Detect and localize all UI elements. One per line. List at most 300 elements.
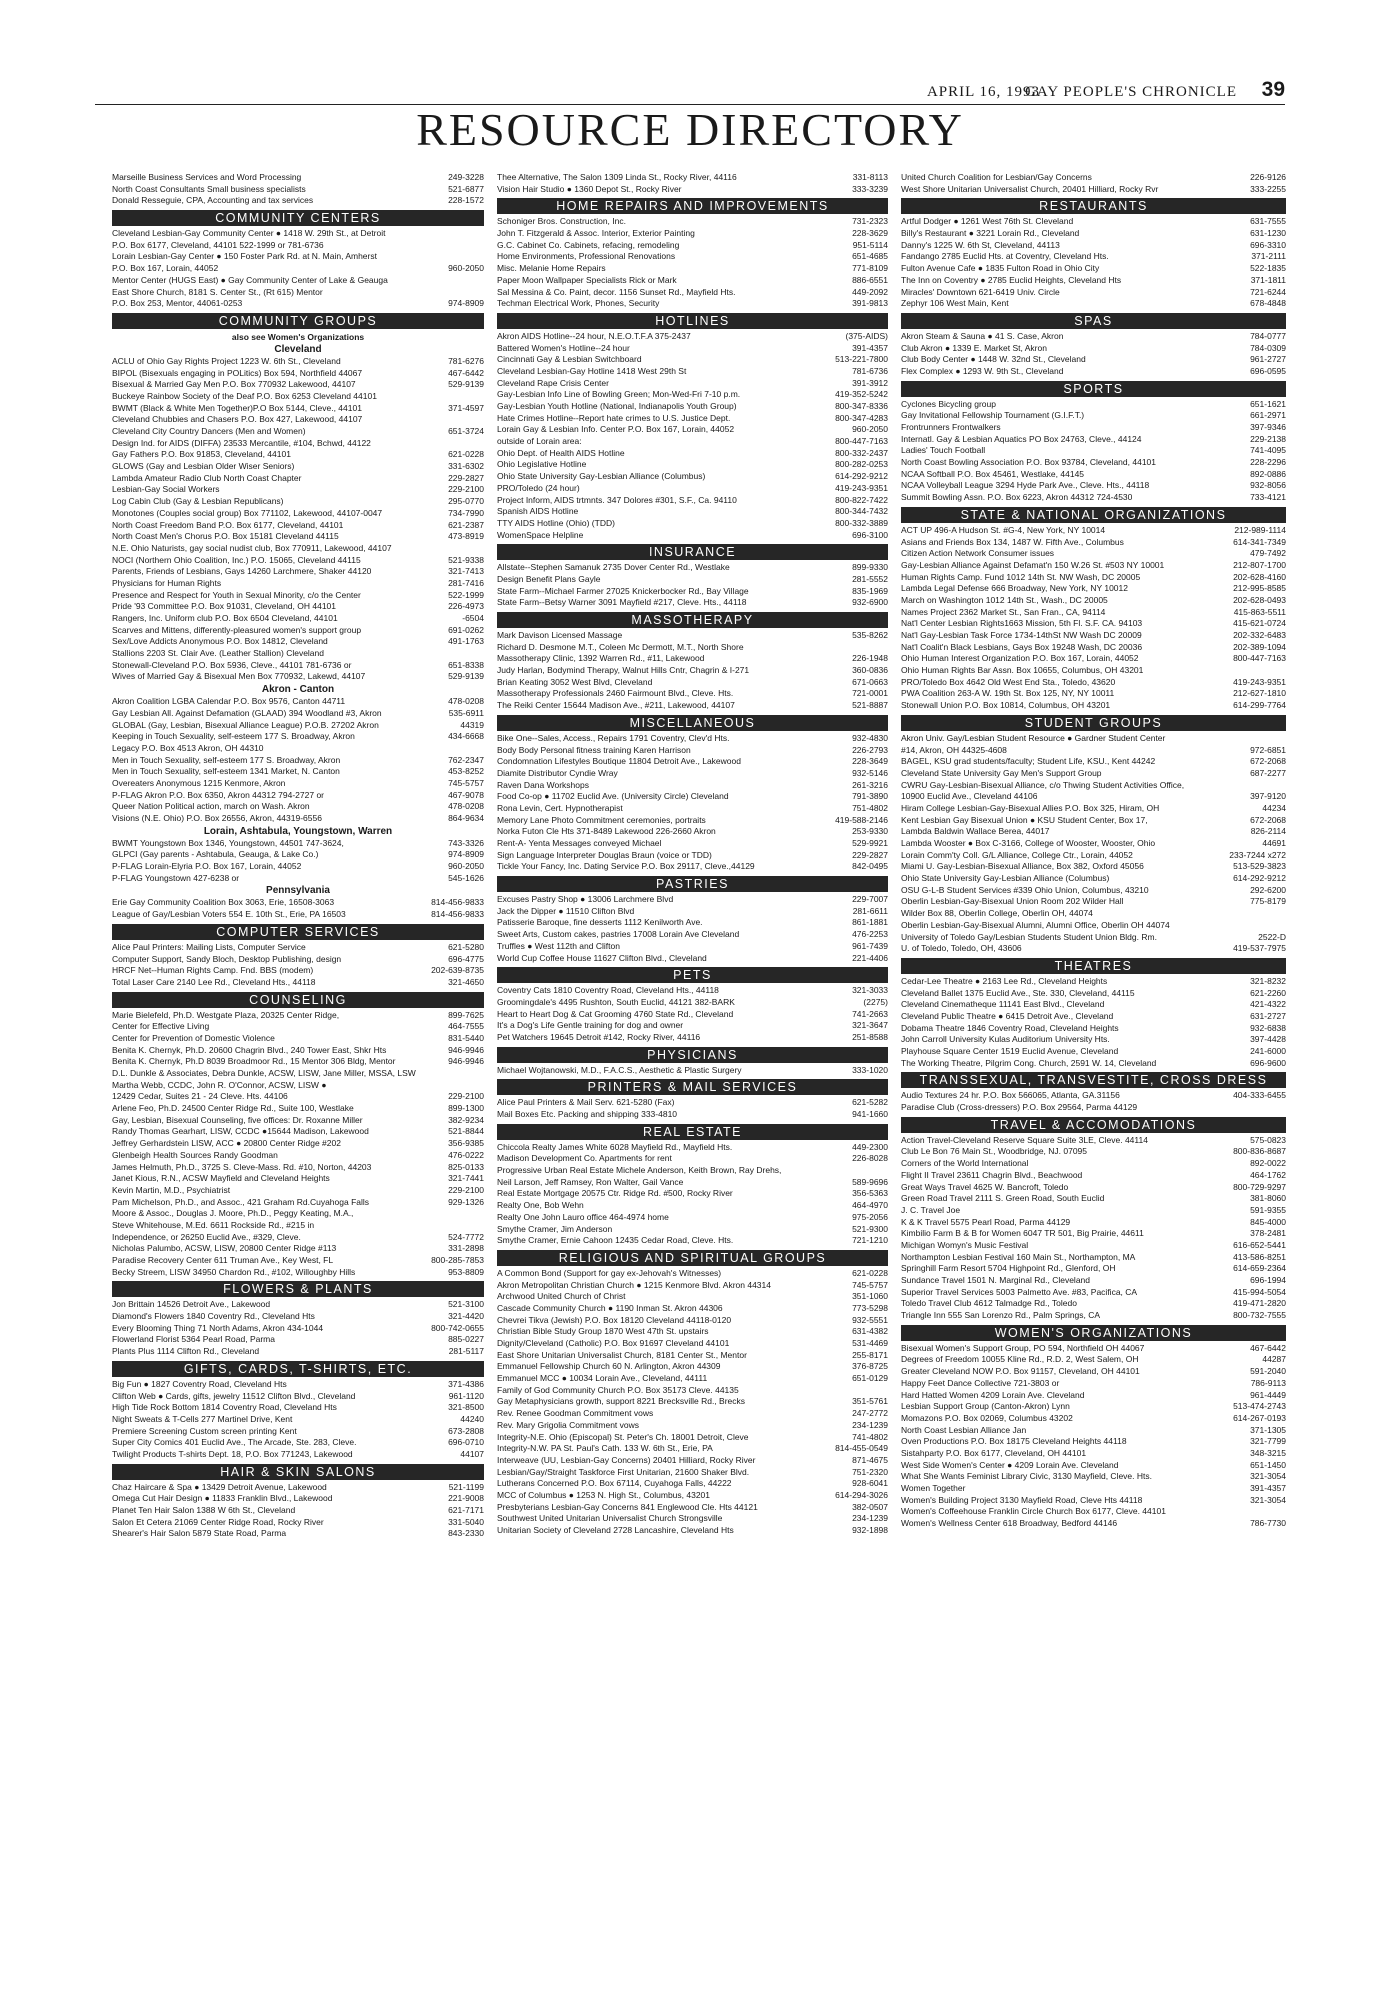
listing-text: Night Sweats & T-Cells 277 Martinel Drive, Kent	[112, 1413, 293, 1424]
listing-entry	[901, 184, 1286, 196]
listing-phone: 333-1020	[849, 1065, 888, 1077]
listing-text: Triangle Inn 555 San Lorenzo Rd., Palm Springs, CA	[901, 1310, 1101, 1321]
listing-text: Judy Harlan, Bodymind Therapy, Walnut Hills Cntr, Chagrin & I-271	[497, 665, 750, 676]
listing-phone: 899-7625	[445, 1010, 484, 1022]
listing-entry	[901, 873, 1286, 885]
listing-entry	[901, 1135, 1286, 1147]
listing-text: Hate Crimes Hotline--Report hate crimes to U.S. Justice Dept.	[497, 412, 731, 423]
listing-text: Gay-Lesbian Youth Hotline (National, Indianapolis Youth Group)	[497, 401, 737, 411]
listing-phone: 651-3724	[445, 426, 484, 438]
listing-phone: 614-292-9212	[1230, 873, 1286, 885]
listing-phone: 781-6736	[849, 366, 888, 378]
listing-text: Excuses Pastry Shop ● 13006 Larchmere Blvd	[497, 894, 674, 905]
listing-text: Computer Support, Sandy Bloch, Desktop Publishing, design	[112, 953, 342, 964]
listing-phone: 661-2971	[1247, 410, 1286, 422]
listing-phone: 961-4449	[1247, 1390, 1286, 1402]
listing-text: G.C. Cabinet Co. Cabinets, refacing, remodeling	[497, 239, 680, 250]
listing-entry	[112, 1449, 484, 1461]
listing-phone: 228-2296	[1247, 457, 1286, 469]
listing-phone: 44107	[457, 1449, 484, 1461]
listing-phone: 226-1948	[849, 653, 888, 665]
listing-phone: 864-9634	[445, 813, 484, 825]
listing-entry	[497, 448, 888, 460]
listing-phone: 941-1660	[849, 1109, 888, 1121]
listing-phone: 333-2255	[1247, 184, 1286, 196]
listing-text: Billy's Restaurant ● 3221 Lorain Rd., Cleveland	[901, 228, 1080, 239]
listing-phone: 651-1621	[1247, 399, 1286, 411]
listing-text: Richard D. Desmone M.T., Coleen Mc Dermott, M.T., North Shore	[497, 641, 744, 652]
listing-phone: 621-0228	[849, 1268, 888, 1280]
listing-phone: 845-4000	[1247, 1217, 1286, 1229]
listing-phone: 929-1326	[445, 1197, 484, 1209]
listing-entry	[112, 897, 484, 909]
listing-entry	[901, 1483, 1286, 1495]
region-subheading: Pennsylvania	[266, 885, 330, 897]
listing-phone: 331-5040	[445, 1517, 484, 1529]
listing-entry	[901, 457, 1286, 469]
listing-text: Oven Productions P.O. Box 18175 Cleveland Heights 44118	[901, 1436, 1127, 1447]
listing-phone: 233-7244 x272	[1226, 850, 1286, 862]
listing-text: Jeffrey Gerhardstein LISW, ACC ● 20800 Center Ridge #202	[112, 1138, 341, 1149]
listing-text: Springhill Farm Resort 5704 Highpoint Rd., Glenford, OH	[901, 1263, 1116, 1274]
listing-entry	[497, 700, 888, 712]
section-heading: STATE & NATIONAL ORGANIZATIONS	[901, 507, 1286, 523]
listing-text: Emmanuel MCC ● 10034 Lorain Ave., Cleveland, 44111	[497, 1373, 708, 1384]
listing-text: P.O. Box 253, Mentor, 44061-0253	[112, 298, 243, 309]
listing-text: Names Project 2362 Market St., San Fran., CA, 94114	[901, 606, 1106, 617]
listing-text: Mentor Center (HUGS East) ● Gay Community Center of Lake & Geauga	[112, 274, 388, 285]
listing-entry	[112, 275, 484, 287]
listing-phone: 478-0208	[445, 801, 484, 813]
listing-entry	[901, 908, 1286, 920]
listing-entry	[497, 1373, 888, 1385]
listing-phone: 247-2772	[849, 1408, 888, 1420]
listing-entry	[112, 790, 484, 802]
listing-phone: 651-8338	[445, 660, 484, 672]
listing-phone: 391-9813	[849, 298, 888, 310]
listing-text: GLOWS (Gay and Lesbian Older Wiser Seniors)	[112, 461, 295, 472]
listing-text: Food Co-op ● 11702 Euclid Ave. (University Circle) Cleveland	[497, 791, 729, 802]
listing-phone: 631-2727	[1247, 1011, 1286, 1023]
listing-entry	[497, 401, 888, 413]
listing-text: Women's Coffeehouse Franklin Circle Church Box 6177, Cleve. 44101	[901, 1506, 1166, 1517]
listing-phone: 202-389-1094	[1230, 642, 1286, 654]
listing-text: Planet Ten Hair Salon 1388 W 6th St., Cleveland	[112, 1505, 296, 1515]
listing-text: Overeaters Anonymous 1215 Kenmore, Akron	[112, 777, 286, 788]
listing-entry	[901, 1217, 1286, 1229]
listing-text: Audio Textures 24 hr. P.O. Box 566065, Atlanta, GA.31156	[901, 1090, 1120, 1101]
listing-text: Moore & Assoc., Douglas J. Moore, Ph.D., Peggy Keating, M.A.,	[112, 1208, 354, 1219]
listing-text: P-FLAG Youngstown 427-6238 or	[112, 872, 240, 883]
listing-entry	[901, 1354, 1286, 1366]
listing-text: Miracles' Downtown 621-6419 Univ. Circle	[901, 286, 1060, 297]
listing-text: Pet Watchers 19645 Detroit #142, Rocky River, 44116	[497, 1031, 701, 1042]
listing-entry	[112, 496, 484, 508]
listing-phone: 415-621-0724	[1230, 618, 1286, 630]
listing-entry	[112, 251, 484, 263]
listing-entry	[112, 414, 484, 426]
listing-entry	[901, 298, 1286, 310]
listing-phone: 524-7772	[445, 1232, 484, 1244]
listing-phone: 825-0133	[445, 1162, 484, 1174]
listing-phone: 800-282-0253	[832, 459, 888, 471]
listing-phone: 961-1120	[446, 1391, 484, 1403]
listing-phone: 885-0227	[445, 1334, 484, 1346]
listing-entry	[112, 1138, 484, 1150]
listing-entry	[497, 688, 888, 700]
listing-text: Ohio State University Gay-Lesbian Alliance (Columbus)	[497, 471, 706, 482]
listing-entry	[112, 298, 484, 310]
section-heading: COMPUTER SERVICES	[112, 924, 484, 940]
listing-text: Cleveland City Country Dancers (Men and Women)	[112, 426, 306, 436]
listing-text: Paradise Club (Cross-dressers) P.O. Box 29564, Parma 44129	[901, 1102, 1138, 1113]
listing-phone: 449-2092	[849, 287, 888, 299]
listing-entry	[112, 1402, 484, 1414]
listing-entry	[497, 642, 888, 654]
listing-text: Tickle Your Fancy, Inc. Dating Service P.O. Box 29117, Cleve.,44129	[497, 861, 755, 872]
listing-text: K & K Travel 5575 Pearl Road, Parma 44129	[901, 1216, 1071, 1227]
listing-text: Club Akron ● 1339 E. Market St, Akron	[901, 342, 1047, 353]
listing-text: U. of Toledo, Toledo, OH, 43606	[901, 943, 1022, 954]
listing-phone: 212-989-1114	[1231, 525, 1286, 537]
listing-text: Unitarian Society of Cleveland 2728 Lancashire, Cleveland Hts	[497, 1525, 734, 1535]
listing-phone: 784-0777	[1247, 331, 1286, 343]
listing-text: Sistahparty P.O. Box 6177, Cleveland, OH 44101	[901, 1447, 1087, 1458]
listing-phone: 331-8113	[850, 172, 888, 184]
listing-text: Stonewall Union P.O. Box 10814, Columbus, OH 43201	[901, 700, 1111, 711]
listing-phone: 226-4973	[445, 601, 484, 613]
listing-entry	[497, 251, 888, 263]
listing-phone: 221-9008	[445, 1493, 484, 1505]
listing-text: Massotherapy Professionals 2460 Fairmount Blvd., Cleve. Hts.	[497, 688, 734, 699]
listing-entry	[901, 548, 1286, 560]
listing-text: Cleveland Lesbian-Gay Hotline 1418 West 29th St	[497, 365, 687, 376]
listing-text: Cyclones Bicycling group	[901, 398, 996, 409]
listing-text: BWMT Youngstown Box 1346, Youngstown, 44501 747-3624,	[112, 837, 344, 848]
listing-phone: 321-4420	[445, 1311, 484, 1323]
listing-text: Martha Webb, CCDC, John R. O'Connor, ACSW, LISW ●	[112, 1079, 327, 1090]
listing-entry	[112, 1414, 484, 1426]
listing-entry	[901, 343, 1286, 355]
section-heading: HOTLINES	[497, 313, 888, 329]
listing-text: Presbyterians Lesbian-Gay Concerns 841 Englewood Cle. Hts 44121	[497, 1501, 758, 1512]
column-3	[901, 172, 1286, 1530]
listing-entry	[901, 756, 1286, 768]
listing-entry	[901, 1506, 1286, 1518]
listing-phone: 2522-D	[1255, 932, 1286, 944]
listing-text: Gay Invitational Fellowship Tournament (G.I.F.T.)	[901, 410, 1085, 421]
listing-entry	[901, 216, 1286, 228]
listing-phone: 800-742-0655	[428, 1323, 484, 1335]
listing-entry	[901, 838, 1286, 850]
listing-text: Marie Bielefeld, Ph.D. Westgate Plaza, 20325 Center Ridge,	[112, 1009, 340, 1020]
listing-text: Rent-A- Yenta Messages conveyed Michael	[497, 838, 662, 848]
listing-text: Akron Metropolitan Christian Church ● 1215 Kenmore Blvd. Akron 44314	[497, 1279, 771, 1290]
listing-phone: 733-4121	[1247, 492, 1286, 504]
listing-text: Realty One, Bob Wehn	[497, 1200, 584, 1211]
listing-text: Akron Coalition LGBA Calendar P.O. Box 9576, Canton 44711	[112, 696, 346, 707]
listing-phone: 281-7416	[445, 578, 484, 590]
listing-text: Ohio Human Interest Organization P.O. Box 167, Lorain, 44052	[901, 653, 1139, 664]
section-heading: HOME REPAIRS AND IMPROVEMENTS	[497, 198, 888, 214]
listing-phone: 228-3629	[849, 228, 888, 240]
listing-entry	[497, 586, 888, 598]
listing-text: Real Estate Mortgage 20575 Ctr. Ridge Rd. #500, Rocky River	[497, 1188, 733, 1199]
listing-text: Mark Davison Licensed Massage	[497, 630, 623, 640]
listing-entry	[901, 1448, 1286, 1460]
listing-entry	[112, 755, 484, 767]
listing-phone: 800-822-7422	[832, 495, 888, 507]
listing-entry	[497, 483, 888, 495]
listing-entry	[901, 1034, 1286, 1046]
listing-entry	[497, 929, 888, 941]
listing-entry	[497, 287, 888, 299]
listing-phone: 786-9113	[1248, 1378, 1286, 1390]
listing-text: Chaz Haircare & Spa ● 13429 Detroit Avenue, Lakewood	[112, 1481, 327, 1492]
listing-entry	[497, 1009, 888, 1021]
listing-text: Neil Larson, Jeff Ramsey, Ron Walter, Gail Vance	[497, 1176, 684, 1187]
listing-phone: 861-1881	[849, 917, 888, 929]
listing-entry	[497, 1142, 888, 1154]
listing-text: Women Together	[901, 1483, 966, 1493]
listing-text: Fandango 2785 Euclid Hts. at Coventry, Cleveland Hts.	[901, 251, 1109, 262]
listing-phone: 731-2323	[849, 216, 888, 228]
listing-text: James Helmuth, Ph.D., 3725 S. Cleve-Mass. Rd. #10, Norton, 44203	[112, 1161, 372, 1172]
listing-entry	[112, 1528, 484, 1540]
listing-text: Cleveland Chubbies and Chasers P.O. Box 427, Lakewood, 44107	[112, 414, 363, 425]
listing-entry	[901, 861, 1286, 873]
listing-text: Erie Gay Community Coalition Box 3063, Erie, 16508-3063	[112, 897, 335, 908]
listing-text: Lambda Legal Defense 666 Broadway, New York, NY 10012	[901, 583, 1128, 594]
listing-text: Cleveland Ballet 1375 Euclid Ave., Ste. 330, Cleveland, 44115	[901, 987, 1135, 998]
listing-text: Great Ways Travel 4625 W. Bancroft, Toledo	[901, 1181, 1069, 1192]
listing-phone: 960-2050	[445, 263, 484, 275]
section-heading: PRINTERS & MAIL SERVICES	[497, 1079, 888, 1095]
listing-phone: 321-3647	[849, 1020, 888, 1032]
listing-text: Action Travel-Cleveland Reserve Square Suite 3LE, Cleve. 44114	[901, 1134, 1148, 1145]
page-title: RESOURCE DIRECTORY	[416, 104, 964, 155]
listing-text: Big Fun ● 1827 Coventry Road, Cleveland Hts	[112, 1378, 287, 1389]
listing-text: 12429 Cedar, Suites 21 - 24 Cleve. Hts. 44106	[112, 1091, 288, 1102]
listing-entry	[497, 240, 888, 252]
listing-phone: 591-2040	[1247, 1366, 1286, 1378]
listing-entry	[901, 1298, 1286, 1310]
listing-entry	[112, 1391, 484, 1403]
listing-phone: 281-6611	[850, 906, 888, 918]
listing-phone: 229-7007	[849, 894, 888, 906]
listing-phone: 382-9234	[445, 1115, 484, 1127]
listing-text: Men in Touch Sexuality, self-esteem 1341 Market, N. Canton	[112, 766, 340, 777]
listing-text: Bike One--Sales, Access., Repairs 1791 Coventry, Clev'd Hts.	[497, 732, 730, 743]
listing-text: Frontrunners Frontwalkers	[901, 422, 1001, 432]
listing-phone: 419-352-5242	[832, 389, 888, 401]
listing-entry	[112, 696, 484, 708]
listing-phone: 589-9696	[849, 1177, 888, 1189]
listing-text: Lambda Baldwin Wallace Berea, 44017	[901, 826, 1050, 837]
section-heading: WOMEN'S ORGANIZATIONS	[901, 1325, 1286, 1341]
listing-text: Playhouse Square Center 1519 Euclid Avenue, Cleveland	[901, 1046, 1119, 1056]
listing-text: outside of Lorain area:	[497, 436, 582, 447]
listing-text: Presence and Respect for Youth in Sexual Minority, c/o the Center	[112, 589, 361, 600]
listing-entry	[901, 642, 1286, 654]
listing-phone: 745-5757	[849, 1280, 888, 1292]
listing-entry	[497, 1513, 888, 1525]
listing-text: Diamite Distributor Cyndie Wray	[497, 767, 618, 778]
listing-text: Summit Bowling Assn. P.O. Box 6223, Akron 44312 724-4530	[901, 492, 1133, 503]
listing-phone: 321-3054	[1247, 1495, 1286, 1507]
listing-text: Chevrei Tikva (Jewish) P.O. Box 18120 Cleveland 44118-0120	[497, 1314, 732, 1325]
listing-phone: 800-332-2437	[832, 448, 888, 460]
listing-text: Gay-Lesbian Alliance Against Defamat'n 150 W.26 St. #503 NY 10001	[901, 559, 1165, 570]
listing-entry	[112, 1056, 484, 1068]
listing-phone: 800-332-3889	[832, 518, 888, 530]
listing-entry	[497, 1338, 888, 1350]
listing-text: Internatl. Gay & Lesbian Aquatics PO Box 24763, Cleve., 44124	[901, 433, 1142, 444]
listing-text: Scarves and Mittens, differently-pleasured women's support group	[112, 624, 362, 635]
listing-entry	[901, 815, 1286, 827]
listing-phone: 351-5761	[849, 1396, 888, 1408]
listing-entry	[901, 885, 1286, 897]
listing-entry	[901, 287, 1286, 299]
listing-entry	[901, 1413, 1286, 1425]
listing-text: 10900 Euclid Ave., Cleveland 44106	[901, 791, 1038, 802]
listing-text: Bisexual & Married Gay Men P.O. Box 770932 Lakewood, 44107	[112, 379, 356, 390]
listing-entry	[112, 813, 484, 825]
listing-text: BIPOL (Bisexuals engaging in POLitics) Box 594, Northfield 44067	[112, 367, 363, 378]
listing-entry	[497, 1350, 888, 1362]
listing-entry	[112, 861, 484, 873]
listing-text: Flex Complex ● 1293 W. 9th St., Cleveland	[901, 365, 1064, 376]
listing-entry	[497, 389, 888, 401]
listing-phone: 44240	[457, 1414, 484, 1426]
listing-phone: 521-8887	[849, 700, 888, 712]
listing-entry	[497, 768, 888, 780]
listing-entry	[112, 731, 484, 743]
listing-text: Superior Travel Services 5003 Palmetto Ave. #83, Pacifica, CA	[901, 1286, 1138, 1297]
listing-entry	[112, 391, 484, 403]
region-subheading: Cleveland	[274, 343, 322, 355]
listing-entry	[901, 366, 1286, 378]
listing-entry	[497, 413, 888, 425]
listing-entry	[497, 1188, 888, 1200]
listing-text: Randy Thomas Gearhart, LISW, CCDC ●15644 Madison, Lakewood	[112, 1126, 369, 1137]
listing-entry	[497, 1385, 888, 1397]
listing-entry	[497, 263, 888, 275]
listing-text: Omega Cut Hair Design ● 11833 Franklin Blvd., Lakewood	[112, 1493, 333, 1504]
listing-entry	[901, 677, 1286, 689]
listing-text: D.L. Dunkle & Associates, Debra Dunkle, ACSW, LISW, Jane Miller, MSSA, LSW	[112, 1068, 416, 1078]
listing-phone: 745-5757	[445, 778, 484, 790]
listing-entry	[901, 422, 1286, 434]
listing-phone: 741-4095	[1247, 445, 1286, 457]
section-heading: RELIGIOUS AND SPIRITUAL GROUPS	[497, 1250, 888, 1266]
listing-text: Queer Nation Political action, march on Wash. Akron	[112, 801, 310, 812]
listing-phone: 421-4322	[1247, 999, 1286, 1011]
listing-phone: 391-4357	[849, 343, 888, 355]
listing-phone: 521-6877	[445, 184, 484, 196]
listing-text: Oberlin Lesbian-Gay-Bisexual Alumni, Alumni Office, Oberlin OH 44074	[901, 919, 1170, 930]
listing-entry	[497, 1177, 888, 1189]
listing-text: North Coast Consultants Small business specialists	[112, 183, 306, 194]
listing-entry	[112, 356, 484, 368]
listing-entry	[112, 1255, 484, 1267]
listing-phone: 413-586-8251	[1230, 1252, 1286, 1264]
listing-phone: 961-2727	[1247, 354, 1286, 366]
listing-phone: 44319	[457, 720, 484, 732]
listing-text: Realty One John Lauro office 464-4974 home	[497, 1211, 669, 1222]
listing-text: Toledo Travel Club 4612 Talmadge Rd., Toledo	[901, 1298, 1077, 1309]
listing-text: Family of God Community Church P.O. Box 35173 Cleve. 44135	[497, 1384, 739, 1395]
listing-text: Women's Building Project 3130 Mayfield Road, Cleve Hts 44118	[901, 1494, 1143, 1505]
listing-phone: 842-0495	[849, 861, 888, 873]
listing-text: OSU G-L-B Student Services #339 Ohio Union, Columbus, 43210	[901, 884, 1149, 895]
listing-phone: 953-8809	[445, 1267, 484, 1279]
listing-text: HRCF Net--Human Rights Camp. Fnd. BBS (modem)	[112, 965, 314, 976]
listing-entry	[112, 172, 484, 184]
listing-entry	[112, 636, 484, 648]
listing-phone: 321-3033	[849, 985, 888, 997]
listing-entry	[112, 1493, 484, 1505]
listing-entry	[112, 1379, 484, 1391]
listing-phone: 229-2138	[1247, 434, 1286, 446]
listing-entry	[497, 1455, 888, 1467]
listing-entry	[497, 574, 888, 586]
listing-entry	[112, 648, 484, 660]
listing-entry	[901, 1310, 1286, 1322]
listing-phone: 614-294-3026	[832, 1490, 888, 1502]
listing-entry	[497, 826, 888, 838]
listing-phone: 226-9126	[1247, 172, 1286, 184]
listing-phone: 229-2827	[849, 850, 888, 862]
listing-entry	[901, 803, 1286, 815]
listing-text: Cleveland Lesbian-Gay Community Center ● 1418 W. 29th St., at Detroit	[112, 228, 386, 239]
listing-phone: 321-8500	[445, 1402, 484, 1414]
listing-text: Green Road Travel 2111 S. Green Road, South Euclid	[901, 1193, 1105, 1204]
listing-phone: 672-2068	[1247, 815, 1286, 827]
listing-text: Project Inform, AIDS trtmnts. 347 Dolores #301, S.F., Ca. 94110	[497, 494, 737, 505]
listing-phone: 751-4802	[849, 803, 888, 815]
listing-entry	[112, 368, 484, 380]
listing-entry	[901, 1366, 1286, 1378]
listing-phone: 932-4830	[849, 733, 888, 745]
listing-phone: 775-8179	[1247, 896, 1286, 908]
listing-phone: 961-7439	[849, 941, 888, 953]
listing-entry	[112, 287, 484, 299]
section-heading: FLOWERS & PLANTS	[112, 1281, 484, 1297]
listing-phone: 974-8909	[445, 849, 484, 861]
listing-entry	[112, 1197, 484, 1209]
listing-entry	[901, 733, 1286, 745]
listing-text: Nat'l Gay-Lesbian Task Force 1734-14thSt NW Wash DC 20009	[901, 630, 1142, 640]
listing-phone: 800-347-4283	[832, 413, 888, 425]
listing-entry	[901, 172, 1286, 184]
listing-phone: 521-8844	[445, 1126, 484, 1138]
listing-entry	[497, 917, 888, 929]
listing-phone: 951-5114	[850, 240, 888, 252]
listing-phone: 691-0262	[445, 625, 484, 637]
listing-entry	[901, 560, 1286, 572]
listing-entry	[112, 531, 484, 543]
listing-phone: 741-4802	[849, 1432, 888, 1444]
listing-text: Independence, or 26250 Euclid Ave., #329, Cleve.	[112, 1231, 301, 1242]
listing-phone: 932-5551	[849, 1315, 888, 1327]
listing-phone: 321-7413	[445, 566, 484, 578]
listing-phone: 356-9385	[445, 1138, 484, 1150]
listing-phone: 591-9355	[1247, 1205, 1286, 1217]
listing-entry	[901, 228, 1286, 240]
listing-entry	[497, 331, 888, 343]
listing-entry	[112, 590, 484, 602]
